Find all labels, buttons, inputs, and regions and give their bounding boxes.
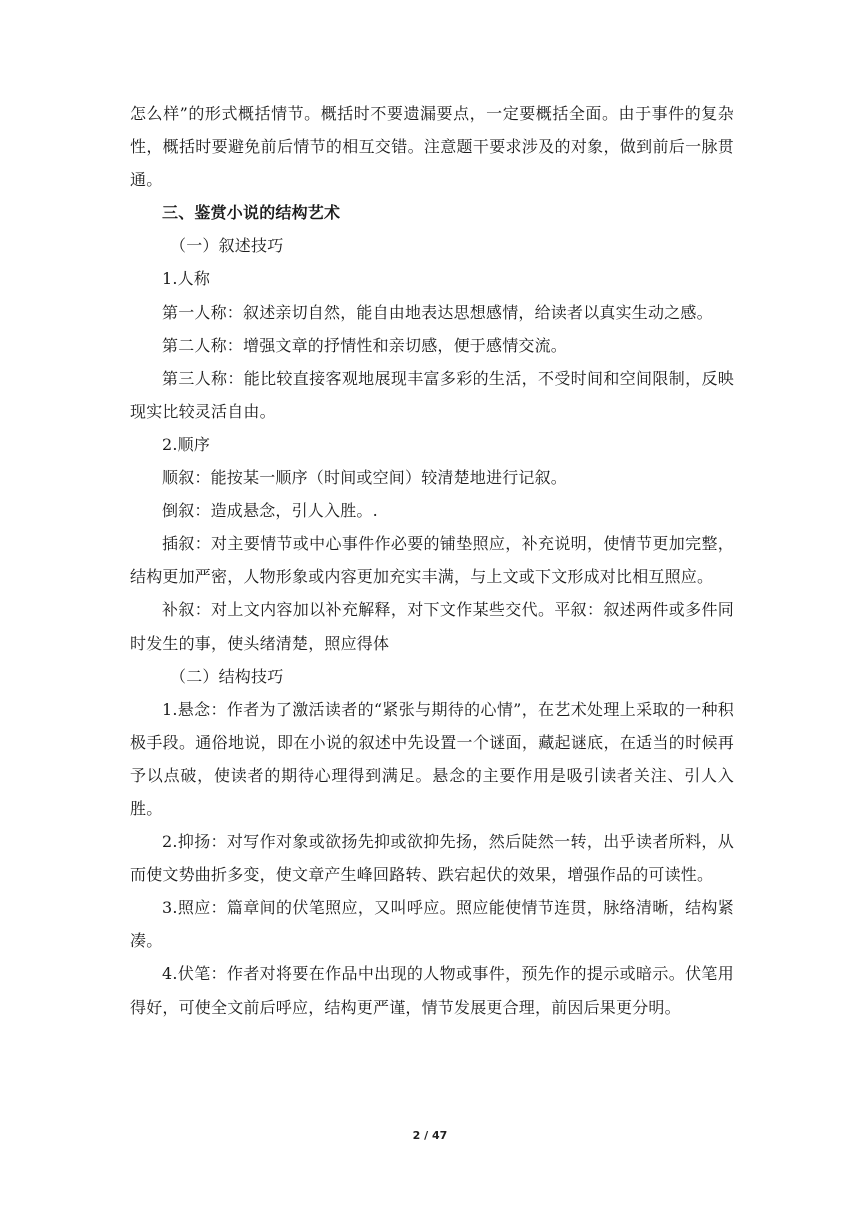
paragraph-first-person: 第一人称：叙述亲切自然，能自由地表达思想感情，给读者以真实生动之感。 <box>162 302 713 322</box>
paragraph-second-person: 第二人称：增强文章的抒情性和亲切感，便于感情交流。 <box>162 335 568 355</box>
paragraph-third-person: 第三人称：能比较直接客观地展现丰富多彩的生活，不受时间和空间限制，反映现实比较灵活自由。 <box>130 368 734 421</box>
paragraph-suspense: 1.悬念：作者为了激活读者的“紧张与期待的心情”，在艺术处理上采取的一种积极手段。通俗地说，即在小说的叙述中先设置一个谜面，藏起谜底，在适当的时候再予以点破，使读者的期待心理得到满足。悬念的主要作用是吸引读者关注、引人入胜。 <box>130 699 734 818</box>
item-heading-person: 1.人称 <box>162 269 211 289</box>
paragraph-flashback: 倒叙：造成悬念，引人入胜。. <box>162 501 378 521</box>
page-body <box>130 97 734 1024</box>
section-heading-structure-art: 三、鉴赏小说的结构艺术 <box>162 203 341 223</box>
paragraph-plot-summary-continued: 怎么样”的形式概括情节。概括时不要遗漏要点，一定要概括全面。由于事件的复杂性，概括时要避免前后情节的相互交错。注意题干要求涉及的对象，做到前后一脉贯通。 <box>130 104 734 190</box>
paragraph-chronological: 顺叙：能按某一顺序（时间或空间）较清楚地进行记叙。 <box>162 468 568 488</box>
paragraph-foreshadowing: 4.伏笔：作者对将要在作品中出现的人物或事件，预先作的提示或暗示。伏笔用得好，可使全文前后呼应，结构更严谨，情节发展更合理，前因后果更分明。 <box>130 964 734 1017</box>
subsection-heading-narrative-technique: （一）叙述技巧 <box>170 236 284 256</box>
paragraph-supplementary-narration: 补叙：对上文内容加以补充解释，对下文作某些交代。平叙：叙述两件或多件同时发生的事，使头绪清楚，照应得体 <box>130 600 734 653</box>
paragraph-echo: 3.照应：篇章间的伏笔照应，又叫呼应。照应能使情节连贯，脉络清晰，结构紧凑。 <box>130 898 734 951</box>
page-number: 2 / 47 <box>412 1129 448 1142</box>
subsection-heading-structure-technique: （二）结构技巧 <box>170 666 284 686</box>
item-heading-order: 2.顺序 <box>162 434 211 454</box>
paragraph-contrast-praise: 2.抑扬：对写作对象或欲扬先抑或欲抑先扬，然后陡然一转，出乎读者所料，从而使文势曲折多变，使文章产生峰回路转、跌宕起伏的效果，增强作品的可读性。 <box>130 832 734 885</box>
paragraph-interpolation: 插叙：对主要情节或中心事件作必要的铺垫照应，补充说明，使情节更加完整，结构更加严密，人物形象或内容更加充实丰满，与上文或下文形成对比相互照应。 <box>130 534 734 587</box>
